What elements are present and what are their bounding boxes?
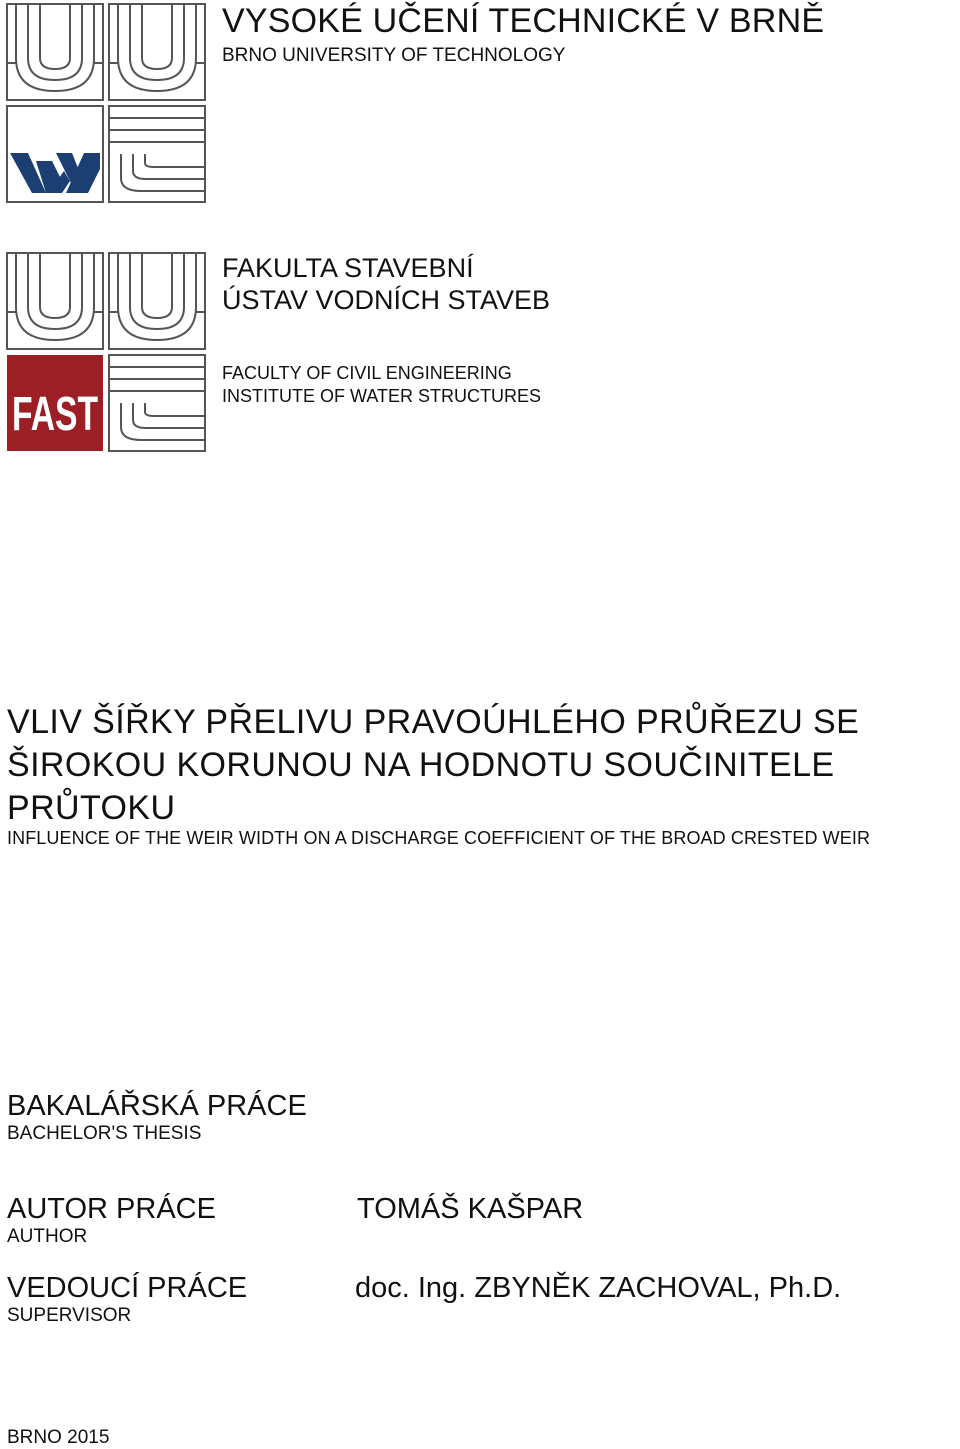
author-name: TOMÁŠ KAŠPAR: [357, 1193, 584, 1225]
faculty-name-en: FACULTY OF CIVIL ENGINEERING: [222, 363, 512, 383]
thesis-title-en: INFLUENCE OF THE WEIR WIDTH ON A DISCHARGE COEFFICIENT OF THE BROAD CRESTED WEIR: [7, 828, 871, 848]
thesis-type-cz: BAKALÁŘSKÁ PRÁCE: [7, 1090, 307, 1122]
author-label-en: AUTHOR: [7, 1226, 88, 1247]
university-name-cz: VYSOKÉ UČENÍ TECHNICKÉ V BRNĚ: [222, 2, 825, 40]
faculty-name-cz: FAKULTA STAVEBNÍ: [222, 253, 474, 283]
place-year: BRNO 2015: [7, 1427, 110, 1448]
university-name-en: BRNO UNIVERSITY OF TECHNOLOGY: [222, 45, 566, 66]
vut-logo: [6, 3, 206, 203]
author-label-cz: AUTOR PRÁCE: [7, 1193, 216, 1225]
fast-logo: [6, 252, 206, 452]
supervisor-label-cz: VEDOUCÍ PRÁCE: [7, 1272, 248, 1304]
supervisor-name: doc. Ing. ZBYNĚK ZACHOVAL, Ph.D.: [355, 1272, 842, 1304]
fast-logo-text: FAST: [12, 388, 98, 441]
thesis-title-cz: VLIV ŠÍŘKY PŘELIVU PRAVOÚHLÉHO PRŮŘEZU SE ŠIROKOU KORUNOU NA HODNOTU SOUČINITELE PRŮTOKU: [7, 703, 860, 827]
institute-name-cz: ÚSTAV VODNÍCH STAVEB: [222, 285, 551, 315]
supervisor-label-en: SUPERVISOR: [7, 1305, 132, 1326]
institute-name-en: INSTITUTE OF WATER STRUCTURES: [222, 386, 541, 406]
thesis-type-en: BACHELOR'S THESIS: [7, 1123, 202, 1144]
